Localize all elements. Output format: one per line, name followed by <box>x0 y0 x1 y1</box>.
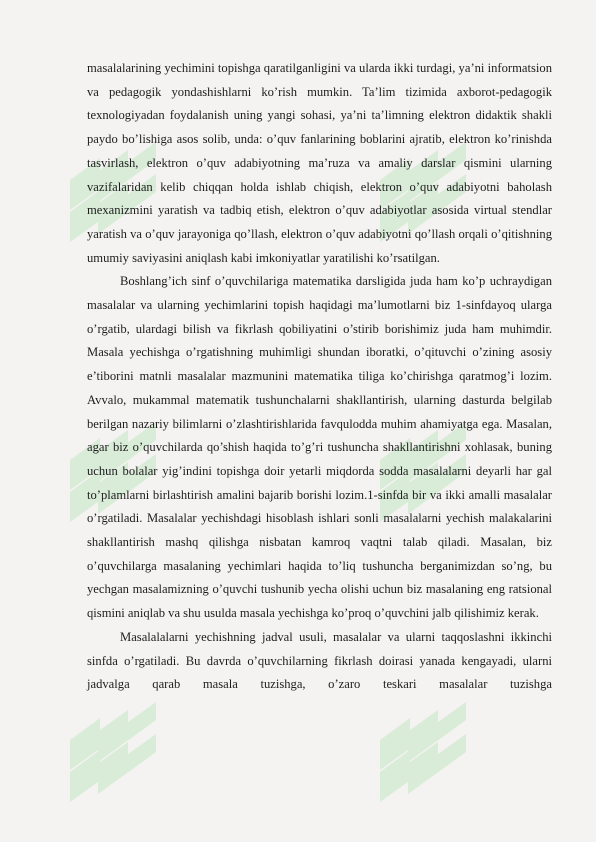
document-body <box>87 57 552 697</box>
paragraph-3: Masalalalarni yechishning jadval usuli, masalalar va ularni taqqoslashni ikkinchi sinfda o’rgatiladi. Bu davrda o’quvchilarning fikrlash doirasi yanada kengayadi, ularni jadvalga qarab masala tuzishga, o’zaro teskari masalalar tuzishga <box>87 629 552 692</box>
paragraph-2: Boshlang’ich sinf o’quvchilariga matematika darsligida juda ham ko’p uchraydigan masalalar va ularning yechimlarini topish haqidagi ma’lumotlarni biz 1-sinfdayoq ularga o’rgatib, ulardagi bilish va fikrlash qobiliyatini o’stirib borishimiz juda ham muhimdir. Masala yechishga o’rgatishning muhimligi shundan iboratki, o’qituvchi o’zining asosiy e’tiborini matnli masalalar mazmunini matematika tiliga ko’chirishga qaratmog’i lozim. Avvalo, mukammal matematik tushunchalarni shakllantirish, ularning dasturda belgilab berilgan nazariy bilimlarni o’zlashtirishlarida favqulodda muhim ahamiyatga ega. Masalan, agar biz o’quvchilarda qo’shish haqida to’g’ri tushuncha shakllantirishni xohlasak, buning uchun bolalar yig’indini topishga doir yetarli miqdorda sodda masalalarni deyarli har gal to’plamlarni birlashtirish amalini bajarib borishi lozim.1-sinfda bir va ikki amalli masalalar o’rgatiladi. Masalalar yechishdagi hisoblash ishlari sonli masalalarni yechish malakalarini shakllantirish mashq qilishga nisbatan kamroq vaqtni talab qiladi. Masalan, biz o’quvchilarga masalaning yechimlari haqida to’liq tushuncha berganimizdan so’ng, bu yechgan masalamizning o’quvchi tushunib yecha olishi uchun biz masalaning eng ratsional qismini aniqlab va shu usulda masala yechishga ko’proq o’quvchini jalb qilishimiz kerak. <box>87 274 552 621</box>
paragraph-1: masalalarining yechimini topishga qaratilganligini va ularda ikki turdagi, ya’ni informatsion va pedagogik yondashishlarni ko’rish mumkin. Ta’lim tizimida axborot-pedagogik texnologiyadan foydalanish uning yangi sohasi, ya’ni ta’limning elektron didaktik shakli paydo bo’lishiga asos solib, unda: o’quv fanlarining boblarini ajratib, elektron ko’rinishda tasvirlash, elektron o’quv adabiyotning ma’ruza va amaliy darslar qismini ularning vazifalaridan kelib chiqqan holda ishlab chiqish, elektron o’quv adabiyotni baholash mexanizmini yaratish va tadbiq etish, elektron o’quv adabiyotlar asosida virtual stendlar yaratish va o’quv jarayoniga qo’llash, elektron o’quv adabiyotni qo’llash orqali o’qitishning umumiy saviyasini aniqlash kabi imkoniyatlar yaratilishi ko’rsatilgan. <box>87 61 552 265</box>
